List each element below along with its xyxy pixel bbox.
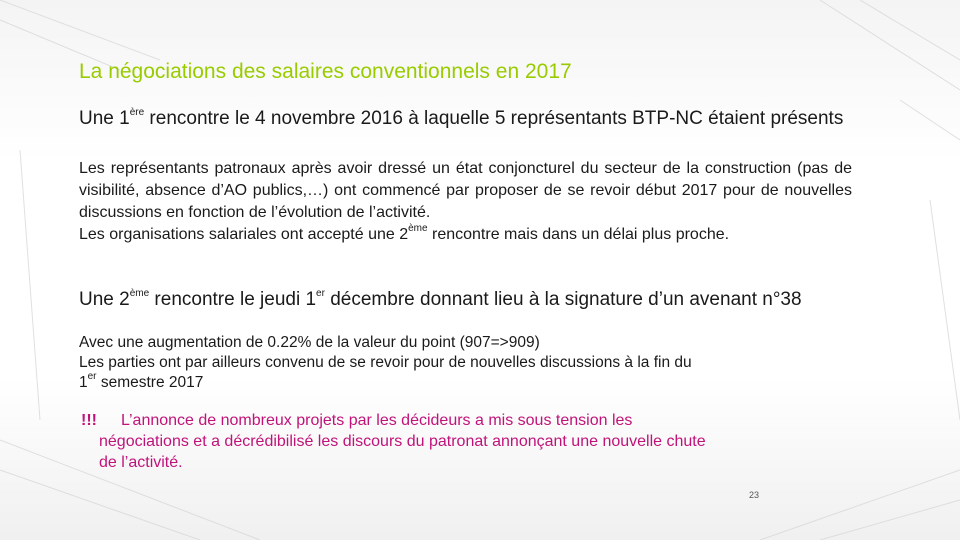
section2-line3: 1er semestre 2017 bbox=[79, 370, 204, 391]
slide-title: La négociations des salaires conventionnels en 2017 bbox=[79, 60, 572, 83]
alert-line1: L’annonce de nombreux projets par les décideurs a mis sous tension les bbox=[120, 412, 633, 429]
section1-para2: Les organisations salariales ont accepté une 2ème rencontre mais dans un délai plus proche. bbox=[79, 222, 730, 243]
section1-heading: Une 1ère rencontre le 4 novembre 2016 à laquelle 5 représentants BTP-NC étaient présents bbox=[79, 106, 844, 129]
alert-marker: !!! bbox=[81, 412, 97, 429]
section2-details bbox=[79, 333, 859, 393]
section1-paragraph bbox=[79, 158, 852, 246]
alert-note bbox=[81, 410, 851, 473]
page-number: 23 bbox=[749, 490, 760, 500]
alert-line3: de l’activité. bbox=[99, 454, 183, 471]
alert-line2: négociations et a décrédibilisé les discours du patronat annonçant une nouvelle chute bbox=[99, 433, 706, 450]
section1-para1: Les représentants patronaux après avoir dressé un état conjoncturel du secteur de la construction (pas de visibilité, absence d’AO publics,…) ont commencé par proposer de se revoir début 2017 pour de nouvelles discussions en fonction de l’évolution de l’activité. bbox=[79, 160, 852, 221]
section2-heading: Une 2ème rencontre le jeudi 1er décembre donnant lieu à la signature d’un avenant n°38 bbox=[79, 287, 802, 310]
section2-line1: Avec une augmentation de 0.22% de la valeur du point (907=>909) bbox=[79, 334, 540, 351]
section2-line2: Les parties ont par ailleurs convenu de se revoir pour de nouvelles discussions à la fin du bbox=[79, 354, 692, 371]
